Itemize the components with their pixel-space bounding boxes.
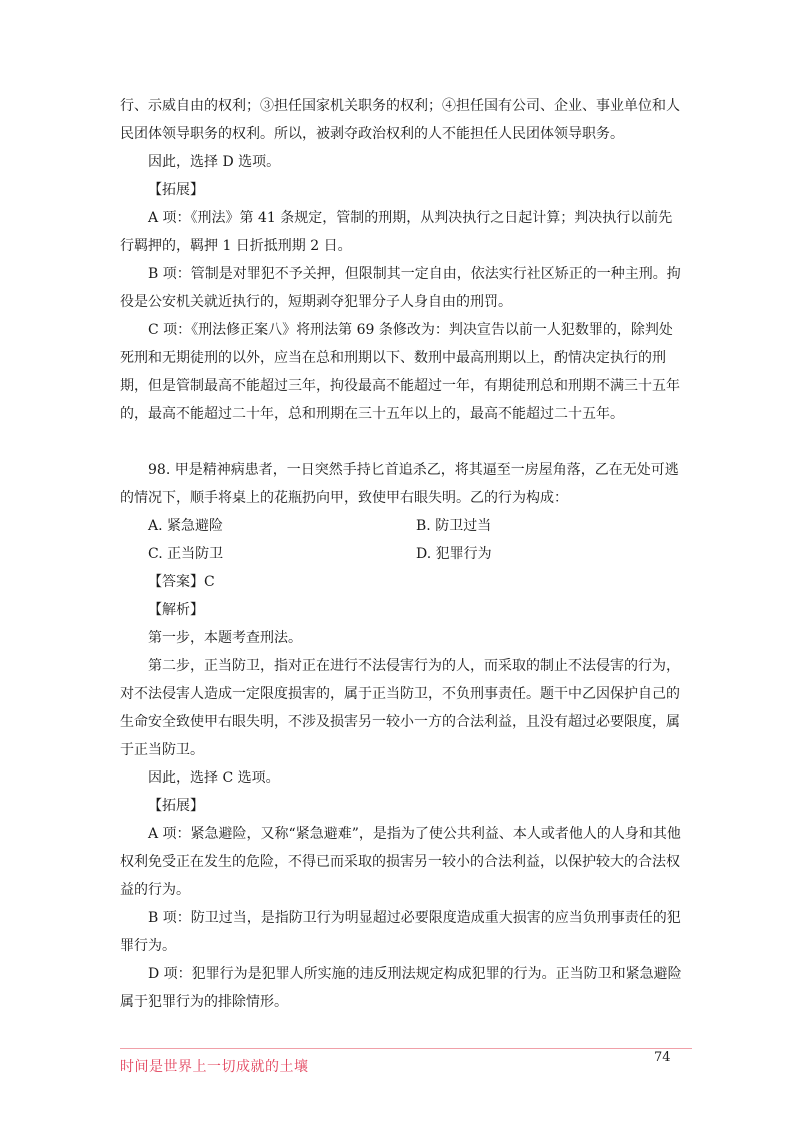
analysis-label: 【解析】 <box>148 602 204 618</box>
paragraph-prev-line-1: 行、示威自由的权利；③担任国家机关职务的权利；④担任国有公司、企业、事业单位和人 <box>120 98 680 114</box>
footer-divider <box>120 1048 692 1049</box>
q98-extension-d: D 项：犯罪行为是犯罪人所实施的违反刑法规定构成犯罪的行为。正当防卫和紧急避险属于犯罪行为的排除情形。 <box>120 966 682 1010</box>
question-gap <box>120 428 686 456</box>
q98-extension-label: 【拓展】 <box>148 798 204 814</box>
q98-extension-a: A 项：紧急避险，又称“紧急避难”，是指为了使公共利益、本人或者他人的人身和其他权利免受正在发生的危险，不得已而采取的损害另一较小的合法利益，以保护较大的合法权益的行为。 <box>120 826 681 898</box>
question-98-stem: 98. 甲是精神病患者，一日突然手持匕首追杀乙，将其逼至一房屋角落，乙在无处可逃的情况下，顺手将桌上的花瓶扔向甲，致使甲右眼失明。乙的行为构成： <box>120 462 679 506</box>
option-a: A. 紧急避险 <box>148 518 224 534</box>
option-d: D. 犯罪行为 <box>416 546 492 562</box>
option-c: C. 正当防卫 <box>148 546 224 562</box>
analysis-step-1: 第一步，本题考查刑法。 <box>148 630 302 646</box>
q98-extension-b: B 项：防卫过当，是指防卫行为明显超过必要限度造成重大损害的应当负刑事责任的犯罪行为。 <box>120 910 681 954</box>
analysis-step-2: 第二步，正当防卫，指对正在进行不法侵害行为的人，而采取的制止不法侵害的行为，对不法侵害人造成一定限度损害的，属于正当防卫，不负刑事责任。题干中乙因保护自己的生命安全致使甲右眼失明，不涉及损害另一较小一方的合法利益，且没有超过必要限度，属于正当防卫。 <box>120 658 680 758</box>
prev-conclusion: 因此，选择 D 选项。 <box>148 154 281 170</box>
answer-label: 【答案】C <box>148 574 215 590</box>
option-b: B. 防卫过当 <box>416 518 492 534</box>
footer-slogan: 时间是世界上一切成就的土壤 <box>120 1059 309 1075</box>
prev-extension-a: A 项：《刑法》第 41 条规定，管制的刑期，从判决执行之日起计算；判决执行以前先行羁押的，羁押 1 日折抵刑期 2 日。 <box>120 210 673 254</box>
prev-extension-c: C 项：《刑法修正案八》将刑法第 69 条修改为：判决宣告以前一人犯数罪的，除判处死刑和无期徒刑的以外，应当在总和刑期以下、数刑中最高刑期以上，酌情决定执行的刑期，但是管制最高不能超过三年，拘役最高不能超过一年，有期徒刑总和刑期不满三十五年的，最高不能超过二十年，总和刑期在三十五年以上的，最高不能超过二十五年。 <box>120 322 680 422</box>
prev-extension-b: B 项：管制是对罪犯不予关押，但限制其一定自由，依法实行社区矫正的一种主刑。拘役是公安机关就近执行的，短期剥夺犯罪分子人身自由的刑罚。 <box>120 266 681 310</box>
options-row-1 <box>120 512 686 540</box>
paragraph-prev-line-2: 民团体领导职务的权利。所以，被剥夺政治权利的人不能担任人民团体领导职务。 <box>120 126 624 142</box>
q98-conclusion: 因此，选择 C 选项。 <box>148 770 280 786</box>
options-row-2 <box>120 540 686 568</box>
document-body <box>120 92 686 1016</box>
page-number: 74 <box>654 1050 671 1065</box>
prev-extension-label: 【拓展】 <box>148 182 204 198</box>
